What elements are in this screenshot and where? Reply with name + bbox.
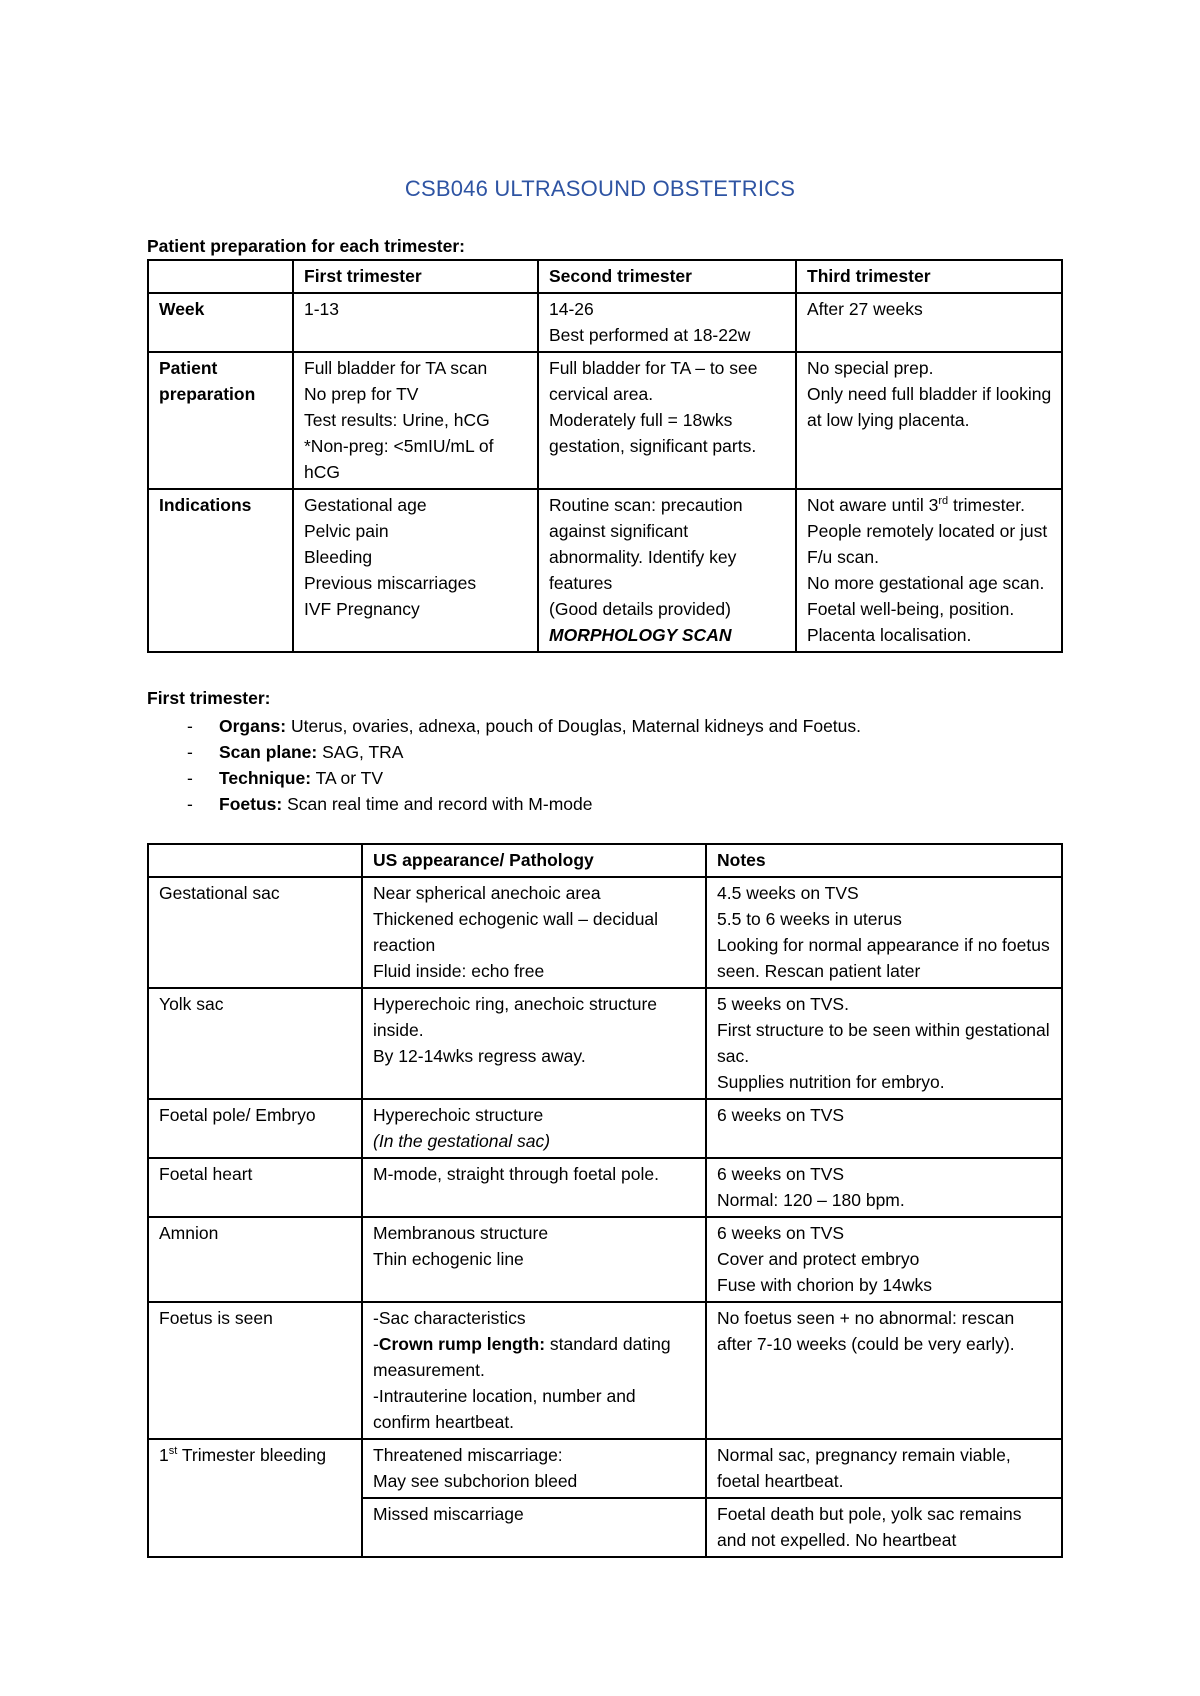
table-cell: 6 weeks on TVS Normal: 120 – 180 bpm. <box>706 1158 1062 1217</box>
row-label: Foetus is seen <box>148 1302 362 1439</box>
table-cell: Gestational age Pelvic pain Bleeding Previous miscarriages IVF Pregnancy <box>293 489 538 652</box>
row-label: Amnion <box>148 1217 362 1302</box>
table-cell: Full bladder for TA – to see cervical area. Moderately full = 18wks gestation, significant parts. <box>538 352 796 489</box>
table-cell: 4.5 weeks on TVS 5.5 to 6 weeks in uterus Looking for normal appearance if no foetus seen. Rescan patient later <box>706 877 1062 988</box>
table-cell: Threatened miscarriage: May see subchorion bleed <box>362 1439 706 1498</box>
row-label: Foetal heart <box>148 1158 362 1217</box>
table-cell: 6 weeks on TVS <box>706 1099 1062 1158</box>
row-label: Week <box>148 293 293 352</box>
header-cell: Third trimester <box>796 260 1062 293</box>
table-cell: Membranous structure Thin echogenic line <box>362 1217 706 1302</box>
table-row <box>148 1217 1062 1302</box>
table-cell: Not aware until 3rd trimester. People remotely located or just F/u scan. No more gestational age scan. Foetal well-being, position. Placenta localisation. <box>796 489 1062 652</box>
header-cell: Second trimester <box>538 260 796 293</box>
row-label: Yolk sac <box>148 988 362 1099</box>
table-row <box>148 988 1062 1099</box>
table-row <box>148 352 1062 489</box>
first-trimester-list <box>187 713 861 817</box>
table-header-row <box>148 260 1062 293</box>
table-cell: Missed miscarriage <box>362 1498 706 1557</box>
table-cell: Hyperechoic ring, anechoic structure inside. By 12-14wks regress away. <box>362 988 706 1099</box>
table-header-row <box>148 844 1062 877</box>
table-cell: After 27 weeks <box>796 293 1062 352</box>
table-cell: No foetus seen + no abnormal: rescan after 7-10 weeks (could be very early). <box>706 1302 1062 1439</box>
table-cell: 14-26 Best performed at 18-22w <box>538 293 796 352</box>
row-label: Patient preparation <box>148 352 293 489</box>
header-cell <box>148 260 293 293</box>
table-cell: M-mode, straight through foetal pole. <box>362 1158 706 1217</box>
list-item: - Scan plane: SAG, TRA <box>187 739 861 765</box>
table-row <box>148 293 1062 352</box>
list-item: - Technique: TA or TV <box>187 765 861 791</box>
row-label: Indications <box>148 489 293 652</box>
table-row <box>148 1099 1062 1158</box>
table-cell: -Sac characteristics -Crown rump length: standard dating measurement. -Intrauterine location, number and confirm heartbeat. <box>362 1302 706 1439</box>
header-cell: US appearance/ Pathology <box>362 844 706 877</box>
header-cell <box>148 844 362 877</box>
trimester-prep-table <box>147 259 1063 653</box>
page-title: CSB046 ULTRASOUND OBSTETRICS <box>404 176 796 201</box>
table-cell: 5 weeks on TVS. First structure to be seen within gestational sac. Supplies nutrition for embryo. <box>706 988 1062 1099</box>
table-cell: Normal sac, pregnancy remain viable, foetal heartbeat. <box>706 1439 1062 1498</box>
table-cell: Routine scan: precaution against significant abnormality. Identify key features (Good details provided) MORPHOLOGY SCAN <box>538 489 796 652</box>
list-item: - Organs: Uterus, ovaries, adnexa, pouch of Douglas, Maternal kidneys and Foetus. <box>187 713 861 739</box>
table-cell: Near spherical anechoic area Thickened echogenic wall – decidual reaction Fluid inside: echo free <box>362 877 706 988</box>
table-row <box>148 489 1062 652</box>
table-cell: No special prep. Only need full bladder if looking at low lying placenta. <box>796 352 1062 489</box>
list-item: - Foetus: Scan real time and record with M-mode <box>187 791 861 817</box>
first-trimester-heading: First trimester: <box>147 688 271 708</box>
first-trimester-table <box>147 843 1063 1558</box>
table-row <box>148 1302 1062 1439</box>
table-cell: Hyperechoic structure (In the gestational sac) <box>362 1099 706 1158</box>
header-cell: First trimester <box>293 260 538 293</box>
table-cell: Full bladder for TA scan No prep for TV Test results: Urine, hCG *Non-preg: <5mIU/mL of hCG <box>293 352 538 489</box>
prep-heading: Patient preparation for each trimester: <box>147 236 465 256</box>
row-label: Foetal pole/ Embryo <box>148 1099 362 1158</box>
row-label: Gestational sac <box>148 877 362 988</box>
row-label: 1st Trimester bleeding <box>148 1439 362 1557</box>
table-row <box>148 1439 1062 1498</box>
table-cell: Foetal death but pole, yolk sac remains and not expelled. No heartbeat <box>706 1498 1062 1557</box>
table-cell: 6 weeks on TVS Cover and protect embryo Fuse with chorion by 14wks <box>706 1217 1062 1302</box>
table-row <box>148 877 1062 988</box>
header-cell: Notes <box>706 844 1062 877</box>
table-cell: 1-13 <box>293 293 538 352</box>
table-row <box>148 1158 1062 1217</box>
